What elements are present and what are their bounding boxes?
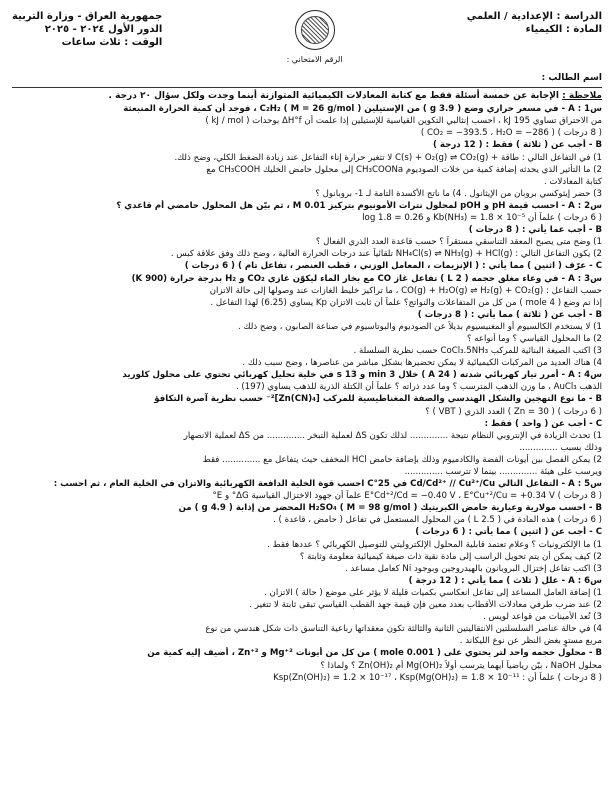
question-line: B - أجب عن ( ثلاثة ) فقط : ( 12 درجة ) <box>433 140 602 151</box>
question-line: 1) إضافة العامل المساعد إلى تفاعل انعكاسي بكميات قليلة لا يؤثر على موضع ( حالة ) الاتزان . <box>264 587 602 598</box>
study-label: الدراسة : الإعدادية / العلمي <box>466 11 602 22</box>
question-line: B - أجب عما يأتي : ( 8 درجات ) <box>468 225 602 236</box>
question-line: B - أجب عن ( ثلاثة ) مما يأتي : ( 8 درجات ) <box>417 309 602 320</box>
question-line: الذهب AuCl₃ ، ما وزن الذهب المترسب ؟ وما عدد ذراته ؟ علماً أن الكتلة الذرية للذهب يساوي (197) . <box>235 382 602 393</box>
question-line: ( 6 درجات ) علماً أن Kb(NH₃) = 1.8 × 10⁻⁵ و log 1.8 = 0.26 <box>362 213 602 224</box>
question-line: مربع مستوٍ بغض النظر عن نوع الليكاند . <box>459 636 602 647</box>
question-line: ( 6 درجات ) هذه المادة في ( 2.5 L ) من المحلول المستعمل في تفاعل ( حامض ، قاعدة ) . <box>273 515 602 526</box>
ministry-seal-icon <box>295 10 335 50</box>
exam-number-label: الرقم الامتحاني : <box>286 55 343 64</box>
round-label: الدور الأول ٢٠٢٤ - ٢٠٢٥ <box>44 24 163 35</box>
header-center <box>287 10 343 66</box>
instructions-note <box>12 90 602 102</box>
question-line: B - ما نوع التهجين والشكل الهندسي والصفة المغناطيسية للمركب [Zn(CN)₄]²⁻ حسب نظرية آصرة التكافؤ <box>154 394 602 405</box>
question-line: 1) وضح متى يصبح المعقد التناسقي مستقراً ؟ حسب قاعدة العدد الذري الفعال ؟ <box>315 237 602 248</box>
question-line: 4) في حالة عناصر السلسلتين الانتقاليتين الثانية والثالثة تكون معقداتها رباعية التناسق ذات شكل هندسي من نوع <box>205 624 602 635</box>
question-line: C - أجب عن ( واحد ) فقط : <box>484 418 602 429</box>
question-line: ( 8 درجات ) E°Cd⁺²/Cd = −0.40 V ، E°Cu⁺²/Cu = +0.34 V علماً أن جهود الاختزال القياسية ΔG° و E° <box>212 491 602 502</box>
question-line: 2) يكون التفاعل التالي : NH₄Cl(s) ⇌ NH₃(g) + HCl(g) تلقائياً عند درجات الحرارة العالية ، وضح ذلك وفق علاقة كبس . <box>170 249 602 260</box>
time-label: الوقت : ثلاث ساعات <box>61 37 163 48</box>
note-label: ملاحظة : <box>562 91 602 102</box>
question-line: 3) حضر إيثوكسي بروبان من الإيثانول . 4) ما ناتج الأكسدة التامة لـ 1- بروبانول ؟ <box>315 188 602 199</box>
question-line: س2 : A - احسب قيمة pH و pOH لمحلول نترات الأمونيوم بتركيز 0.01 M ، ثم بيّن هل المحلول حامضي أم قاعدي ؟ <box>116 200 602 211</box>
question-line: ( 8 درجات ) ( CO₂ = −393.5 ، H₂O = −286 ) <box>420 128 602 139</box>
header-right <box>467 10 602 36</box>
question-line: س5 : A - التفاعل التالي Cd/Cd²⁺ // Cu²⁺/Cu في 25°C احسب قوة الخلية الدافعة الكهربائية والاتزان في الخلية العام ، ثم احسب : <box>53 479 602 490</box>
question-line: كتابة المعادلات . <box>543 176 602 187</box>
question-line: حسب التفاعل : CO(g) + H₂O(g) ⇌ H₂(g) + CO₂(g) ، ما تراكيز خليط الغازات عند وصولها إلى حالة الاتزان <box>209 285 602 296</box>
country-label: جمهورية العراق - وزارة التربية <box>12 11 163 22</box>
question-line: ( 6 درجات ) ( Zn = 30 ) العدد الذري ( VBT ) ؟ <box>425 406 602 417</box>
question-line: س6 : A - علل ( ثلاث ) مما يأتي : ( 12 درجة ) <box>408 575 602 586</box>
header-divider <box>12 87 602 88</box>
header-left <box>12 10 162 49</box>
question-line: 2) عند ضرب طرفي معادلات الأقطاب بعدد معين فإن قيمة جهد القطب القياسي تبقى ثابتة لا تتغير . <box>249 600 602 611</box>
question-line: س3 : A - في وعاء مغلق حجمه ( 2 L ) تفاعل غاز CO مع بخار الماء ليكوّن غازي CO₂ و H₂ بدرجة حرارة (900 K) <box>131 273 602 284</box>
student-name-label: اسم الطالب : <box>541 73 602 83</box>
question-line: 2) كيف يمكن أن يتم تحويل الراسب إلى مادة نقية ذات صيغة كيميائية معلومة وثابتة ؟ <box>299 551 602 562</box>
question-line: 2) يمكن الفصل بين أيونات الفضة والكادميوم وذلك بإضافة حامض HCl المخفف حيث يتفاعل مع .............. فقط <box>202 454 602 465</box>
question-line: 1) تحدث الزيادة في الإنتروبي النظام نتيجة .............. لذلك تكون ΔS لعملية التبخر .............. من ΔS لعملية الانصهار <box>183 430 602 441</box>
question-line: 3) اكتب تفاعل إختزال البروبانون بالهيدروجين وبوجود Ni كعامل مساعد . <box>344 563 602 574</box>
question-line: 3) اكتب الصيغة البنائية للمركب CoCl₃.5NH₃ حسب نظرية السلسلة . <box>353 346 602 357</box>
question-line: 2) ما التأثير الذي يحدثه إضافة كمية من خلات الصوديوم CH₃COONa إلى محلول حامض الخليك CH₃COOH مع <box>206 164 602 175</box>
question-line: 1) لا يستخدم الكالسيوم أو المغنيسيوم بديلاً عن الصوديوم والبوتاسيوم في صناعة الصابون ، وضح ذلك . <box>238 321 602 332</box>
question-line: محلول NaOH ، بيّن رياضياً أيهما يترسب أولاً Mg(OH)₂ أم Zn(OH)₂ ؟ ولماذا ؟ <box>320 660 602 671</box>
question-line: س4 : A - أمرر تيار كهربائي شدته ( 24 A ) خلال 3 min و 13 s في خلية تحليل كهربائي تحتوي على محلول كلوريد <box>122 370 602 381</box>
subject-label: المادة : الكيمياء <box>525 24 602 35</box>
question-line: س1 : A - في مسعر حراري وضع ( 3.9 g ) من الإستيلين ( M = 26 g/mol ) C₂H₂ ، فوجد أن كمية الحرارة المنبعثة <box>123 104 602 115</box>
question-line: 3) تُعد الأمينات من قواعد لويس . <box>483 612 602 623</box>
question-line: 1) في التفاعل التالي : طاقة + C(s) + O₂(g) ⇌ CO₂(g) لا تتغير حرارة إناء التفاعل عند زيادة الضغط الكلي، وضح ذلك. <box>174 152 602 163</box>
question-line: ( 8 درجات ) علماً أن : Ksp(Zn(OH)₂) = 1.2 × 10⁻¹⁷ ، Ksp(Mg(OH)₂) = 1.8 × 10⁻¹¹ <box>273 672 602 683</box>
question-line: C - أجب عن ( اثنين ) مما يأتي : ( 6 درجات ) <box>415 527 602 538</box>
question-line: B - محلول حجمه واحد لتر يحتوي على ( 0.001 mole ) من كل من أيونات Mg⁺² و Zn⁺² ، أضيف إليه كمية من <box>147 648 602 659</box>
questions-body <box>12 103 602 684</box>
question-line: إذا تم وضع ( 4 mole ) من كل من المتفاعلات والنواتج؟ علماً أن ثابت الاتزان Kp يساوي (6.25) لهذا التفاعل . <box>210 297 602 308</box>
question-line: من الاحتراق تساوي 195 kJ ، احسب إنثالبي التكوين القياسية للإستيلين إذا علمت أن ΔH°f بوحدات ( kJ / mol ) <box>205 116 602 127</box>
question-line: 4) هناك العديد من المركبات الكيميائية لا يمكن تحضيرها بشكل مباشر من عناصرها ، وضح سبب ذلك . <box>242 358 602 369</box>
question-line: وذلك بسبب .............. <box>519 442 602 453</box>
question-line: ويرسب على هيئة .............. بينما لا تترسب .............. <box>404 467 602 477</box>
question-line: C - عرّف ( اثنين ) مما يأتي : ( الإنزيمات ، المعامل الوزني ، قطب العنصر ، تفاعل تام ) ( 6 درجات ) <box>184 261 602 272</box>
question-line: 1) ما الإلكترونيات ؟ وعلام تعتمد قابلية المحلول الإلكتروليتي للتوصيل الكهربائي ؟ عددها فقط . <box>267 539 602 550</box>
note-text: الإجابة عن خمسة أسئلة فقط مع كتابة المعادلات الكيميائية المتوازنة أينما وجدت ولكل سؤال ٢٠ درجة . <box>108 91 559 102</box>
question-line: B - احسب مولارية وعيارية حامض الكبريتيك H₂SO₄ ( M = 98 g/mol ) المحضر من إذابة ( 4.9 g ) من <box>178 503 602 514</box>
question-line: 2) ما المحلول القياسي ؟ وما أنواعه ؟ <box>467 333 602 344</box>
